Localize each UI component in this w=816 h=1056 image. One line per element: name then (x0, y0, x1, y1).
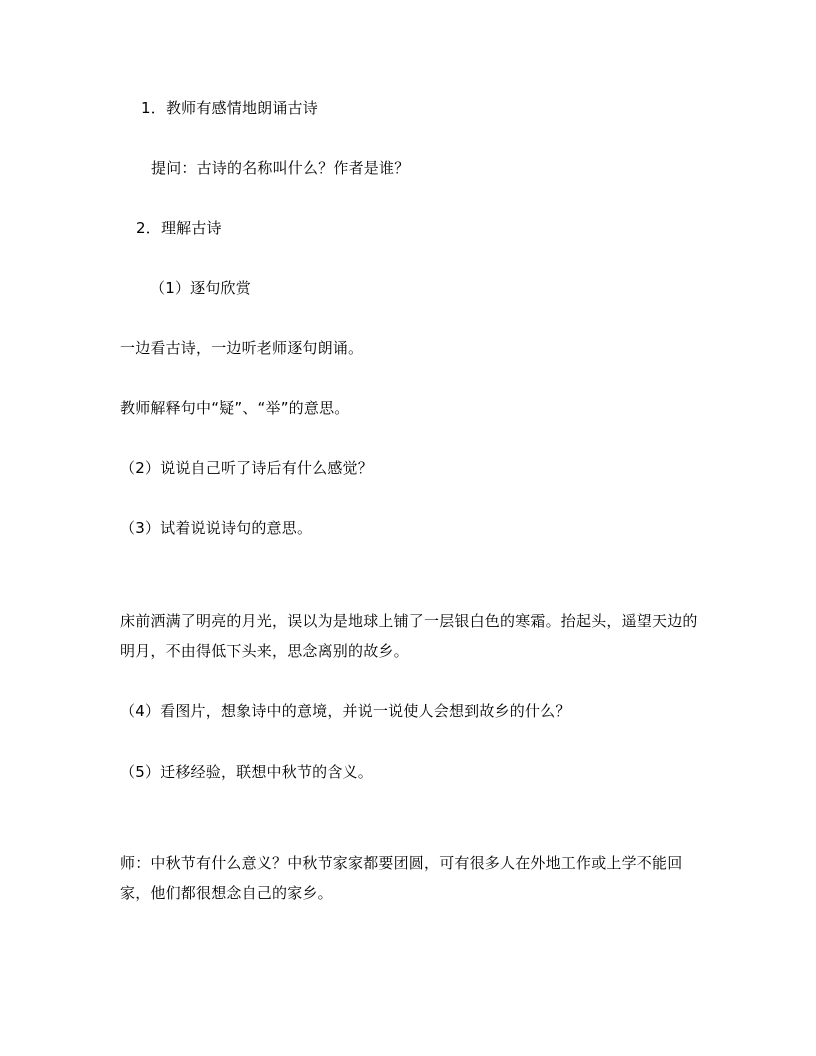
poem-meaning-paragraph: 床前洒满了明亮的月光，误以为是地球上铺了一层银白色的寒霜。抬起头，遥望天边的明月，不由得低下头来，思念离别的故乡。 (120, 612, 698, 660)
substep-1-heading: （1）逐句欣赏 (150, 279, 251, 297)
substep-3-heading: （3）试着说说诗句的意思。 (120, 519, 313, 537)
substep-4-heading: （4）看图片，想象诗中的意境，并说一说使人会想到故乡的什么？ (120, 702, 571, 720)
teacher-remark-paragraph: 师：中秋节有什么意义？中秋节家家都要团圆，可有很多人在外地工作或上学不能回家，他们都很想念自己的家乡。 (120, 854, 683, 902)
substep-2-heading: （2）说说自己听了诗后有什么感觉？ (120, 459, 373, 477)
step-1-heading: 1．教师有感情地朗诵古诗 (141, 99, 318, 117)
step-2-heading: 2．理解古诗 (136, 219, 222, 237)
word-explanation: 教师解释句中“疑”、“举”的意思。 (120, 399, 350, 417)
reading-instruction: 一边看古诗，一边听老师逐句朗诵。 (120, 339, 364, 357)
substep-5-heading: （5）迁移经验，联想中秋节的含义。 (120, 763, 373, 781)
question-prompt: 提问：古诗的名称叫什么？作者是谁？ (151, 159, 410, 177)
